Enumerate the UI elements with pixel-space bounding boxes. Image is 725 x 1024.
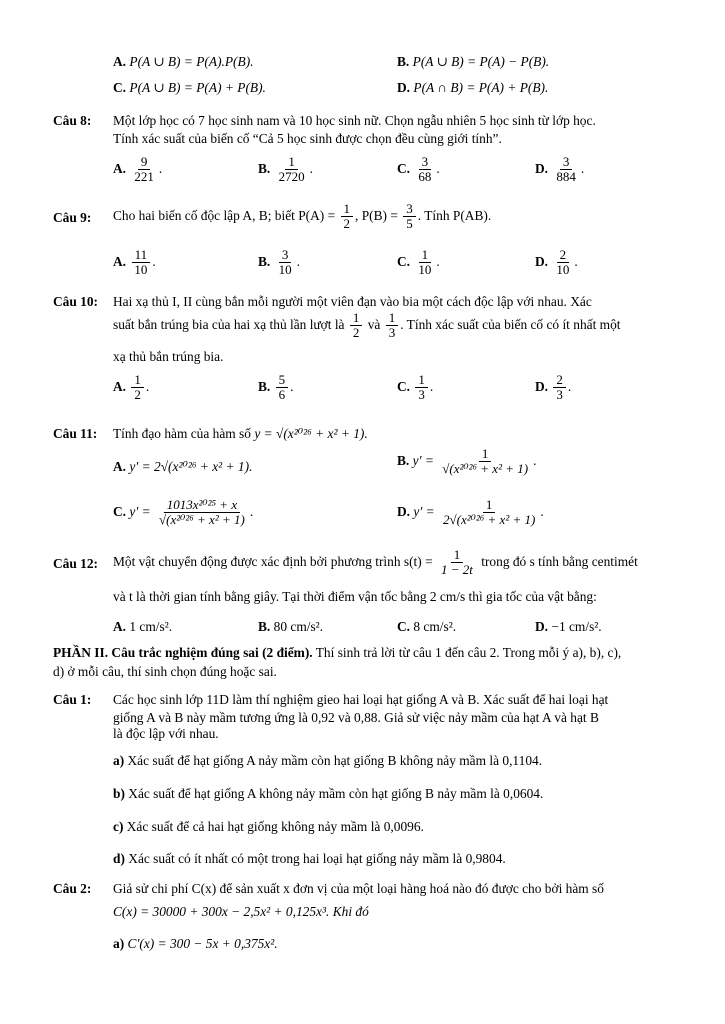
fraction xyxy=(440,498,538,528)
option-c[interactable]: C. $\frac{1}{10}$ . xyxy=(397,247,440,278)
option-label: A. xyxy=(113,619,127,634)
fraction xyxy=(350,311,363,341)
fraction xyxy=(131,373,144,403)
option-lhs: y′ = xyxy=(412,452,434,468)
question-label: Câu 12: xyxy=(53,556,99,571)
denominator: 10 xyxy=(556,262,570,278)
option-expr: 1 cm/s². xyxy=(129,619,173,634)
numerator: 3 xyxy=(279,248,292,263)
option-expr: P(A ∪ B) = P(A) − P(B). xyxy=(412,54,550,69)
option-label: B. xyxy=(397,452,410,468)
option-label: B. xyxy=(258,619,271,634)
text-part: Tính đạo hàm của hàm số xyxy=(113,426,251,441)
statement-text: Xác suất để cả hai hạt giống không nảy mầm là 0,0096. xyxy=(126,819,424,834)
statement-label: b) xyxy=(113,786,125,801)
statement-label: d) xyxy=(113,851,125,866)
statement-text: Xác suất để hạt giống A không nảy mầm còn hạt giống B nảy mầm là 0,0604. xyxy=(128,786,544,801)
text-part: . Tính xác suất của biến cố có ít nhất một xyxy=(400,316,621,332)
numerator: 3 xyxy=(403,202,416,217)
statement-text: Xác suất để hạt giống A nảy mầm còn hạt giống B không nảy mầm là 0,1104. xyxy=(127,753,543,768)
fraction xyxy=(386,311,399,341)
option-d[interactable] xyxy=(397,78,548,97)
option-label: C. xyxy=(397,619,411,634)
text-part: trong đó s tính bằng centimét xyxy=(481,553,638,569)
function-expr: y = √(x²⁰²⁶ + x² + 1). xyxy=(254,426,368,441)
option-d[interactable]: D. y′ = $\frac{1}{\text{2√(x²⁰²⁶ + x² + 1)}}$ . xyxy=(397,497,544,528)
denominator: 6 xyxy=(278,387,286,403)
denominator: 10 xyxy=(278,262,292,278)
question-text xyxy=(113,311,620,341)
option-label: A. xyxy=(113,459,127,474)
option-label: B. xyxy=(258,253,271,269)
option-c[interactable]: C. $\frac{3}{68}$ . xyxy=(397,154,440,185)
numerator: 9 xyxy=(138,155,151,170)
text-part: suất bắn trúng bia của hai xạ thủ lần lượt là xyxy=(113,316,345,332)
fraction xyxy=(276,373,289,403)
denominator: 3 xyxy=(418,387,425,403)
option-label: D. xyxy=(397,503,411,519)
numerator: 1 xyxy=(483,498,496,513)
numerator: 1 xyxy=(415,373,428,388)
denominator: 3 xyxy=(388,325,396,341)
fraction xyxy=(438,548,476,578)
option-label: D. xyxy=(535,253,549,269)
option-a[interactable] xyxy=(113,457,252,476)
numerator: 1 xyxy=(419,248,432,263)
question-label: Câu 10: xyxy=(53,294,99,309)
denominator: 221 xyxy=(134,169,154,185)
numerator: 2 xyxy=(553,373,566,388)
option-label: D. xyxy=(535,160,549,176)
numerator: 1 xyxy=(285,155,298,170)
cost-function: C(x) = 30000 + 300x − 2,5x² + 0,125x³. Khi đó xyxy=(113,904,369,919)
option-a[interactable]: A. $\frac{11}{10}$ . xyxy=(113,247,156,278)
option-d[interactable]: D. $\frac{2}{10}$ . xyxy=(535,247,578,278)
numerator: 3 xyxy=(560,155,573,170)
section-instructions: d) ở mỗi câu, thí sinh chọn đúng hoặc sai. xyxy=(53,664,277,679)
option-c[interactable] xyxy=(113,78,266,97)
option-b[interactable]: B. y′ = $\frac{1}{\text{√(x²⁰²⁶ + x² + 1)}}$ . xyxy=(397,446,537,477)
question-text: giống A và B này mầm tương ứng là 0,92 và 0,88. Giả sử việc nảy mầm của hạt A và hạt B xyxy=(113,710,599,725)
text-part: . Tính P(AB). xyxy=(417,207,492,223)
question-label: Câu 11: xyxy=(53,426,98,441)
question-text: Hai xạ thủ I, II cùng bắn mỗi người một viên đạn vào bia một cách độc lập với nhau. Xác xyxy=(113,294,592,309)
numerator: 5 xyxy=(276,373,289,388)
numerator: 1 xyxy=(479,447,492,462)
denominator: 5 xyxy=(406,216,413,232)
question-text: và t là thời gian tính bằng giây. Tại thời điểm vận tốc bằng 2 cm/s thì gia tốc của vật bằng: xyxy=(113,589,597,604)
option-label: D. xyxy=(397,80,411,95)
option-b[interactable]: B. $\frac{3}{10}$ . xyxy=(258,247,300,278)
option-expr: P(A ∪ B) = P(A) + P(B). xyxy=(129,80,266,95)
fraction xyxy=(553,373,566,403)
section-instructions: Thí sinh trả lời từ câu 1 đến câu 2. Trong mỗi ý a), b), c), xyxy=(312,645,622,660)
denominator: 3 xyxy=(556,387,563,403)
option-label: B. xyxy=(397,54,410,69)
question-text: Giả sử chi phí C(x) để sản xuất x đơn vị của một loại hàng hoá nào đó được cho bởi hàm số xyxy=(113,881,604,896)
numerator: 1 xyxy=(350,311,363,326)
option-label: C. xyxy=(113,80,127,95)
fraction xyxy=(156,498,248,528)
numerator: 1 xyxy=(341,202,354,217)
question-text: Tính xác suất của biến cố “Cả 5 học sinh được chọn đều cùng giới tính”. xyxy=(113,131,502,146)
option-label: C. xyxy=(397,378,411,394)
fraction xyxy=(553,155,579,185)
numerator: 2 xyxy=(557,248,570,263)
option-label: B. xyxy=(258,378,271,394)
question-label: Câu 8: xyxy=(53,113,92,128)
option-b[interactable]: B. $\frac{5}{6}$ . xyxy=(258,372,294,403)
question-text: là độc lập với nhau. xyxy=(113,726,219,741)
statement-text: Xác suất có ít nhất có một trong hai loại hạt giống nảy mầm là 0,9804. xyxy=(128,851,506,866)
fraction xyxy=(131,155,157,185)
fraction xyxy=(415,248,434,278)
fraction xyxy=(415,373,428,403)
option-b[interactable]: B. $\frac{1}{2720}$ . xyxy=(258,154,313,185)
option-label: D. xyxy=(535,619,549,634)
option-label: B. xyxy=(258,160,271,176)
option-lhs: y′ = xyxy=(413,503,435,519)
fraction xyxy=(415,155,434,185)
option-expr: 80 cm/s². xyxy=(273,619,324,634)
option-label: A. xyxy=(113,54,127,69)
denominator: √(x²⁰²⁶ + x² + 1) xyxy=(159,512,245,528)
option-expr: P(A ∪ B) = P(A).P(B). xyxy=(129,54,254,69)
denominator: 10 xyxy=(134,262,148,278)
denominator: 10 xyxy=(418,262,432,278)
question-label: Câu 2: xyxy=(53,881,92,896)
fraction xyxy=(439,447,531,477)
option-a[interactable] xyxy=(113,617,172,636)
question-text: Các học sinh lớp 11D làm thí nghiệm gieo hai loại hạt giống A và B. Xác suất để hai loại hạt xyxy=(113,692,609,707)
option-d[interactable]: D. $\frac{3}{884}$ . xyxy=(535,154,585,185)
option-b[interactable] xyxy=(397,52,549,71)
statement-text: C′(x) = 300 − 5x + 0,375x². xyxy=(127,936,278,951)
question-label: Câu 9: xyxy=(53,210,92,225)
fraction xyxy=(403,202,416,232)
denominator: 1 − 2t xyxy=(441,562,473,578)
denominator: 68 xyxy=(418,169,432,185)
option-c[interactable]: C. $\frac{1}{3}$ . xyxy=(397,372,434,403)
option-expr: P(A ∩ B) = P(A) + P(B). xyxy=(413,80,549,95)
option-label: A. xyxy=(113,378,127,394)
question-text xyxy=(113,424,368,443)
option-c[interactable]: C. y′ = $\frac{\text{1013x²⁰²⁵ + x}}{\text{√(x²⁰²⁶ + x² + 1)}}$ . xyxy=(113,497,254,528)
option-label: D. xyxy=(535,378,549,394)
option-c[interactable] xyxy=(397,617,456,636)
numerator: 11 xyxy=(132,248,151,263)
option-a[interactable]: A. $\frac{1}{2}$ . xyxy=(113,372,150,403)
denominator: 2 xyxy=(352,325,360,341)
option-label: C. xyxy=(397,253,411,269)
option-label: C. xyxy=(397,160,411,176)
fraction xyxy=(341,202,354,232)
option-expr: 8 cm/s². xyxy=(413,619,457,634)
numerator: 1 xyxy=(386,311,399,326)
statement-label: c) xyxy=(113,819,124,834)
text-part: Một vật chuyển động được xác định bởi phương trình s(t) = xyxy=(113,553,433,569)
denominator: √(x²⁰²⁶ + x² + 1) xyxy=(442,461,529,477)
question-text xyxy=(113,202,491,232)
denominator: 2√(x²⁰²⁶ + x² + 1) xyxy=(443,512,536,528)
question-text xyxy=(113,548,638,578)
statement-label: a) xyxy=(113,936,125,951)
text-part: Cho hai biến cố độc lập A, B; biết P(A) = xyxy=(113,207,336,223)
fraction xyxy=(131,248,150,278)
text-part: , P(B) = xyxy=(355,207,398,223)
option-d[interactable] xyxy=(535,617,602,636)
text-part: và xyxy=(367,316,381,332)
option-label: A. xyxy=(113,253,127,269)
option-label: C. xyxy=(113,503,127,519)
denominator: 2 xyxy=(343,216,351,232)
section-heading: PHẦN II. Câu trắc nghiệm đúng sai (2 điểm). xyxy=(53,645,313,660)
question-label: Câu 1: xyxy=(53,692,92,707)
question-text: Một lớp học có 7 học sinh nam và 10 học sinh nữ. Chọn ngẫu nhiên 5 học sinh từ lớp học. xyxy=(113,113,596,128)
denominator: 884 xyxy=(556,169,576,185)
numerator: 1 xyxy=(451,548,464,563)
numerator: 3 xyxy=(419,155,432,170)
fraction xyxy=(276,248,295,278)
option-expr: −1 cm/s². xyxy=(551,619,602,634)
denominator: 2720 xyxy=(278,169,305,185)
option-label: A. xyxy=(113,160,127,176)
option-d[interactable]: D. $\frac{2}{3}$ . xyxy=(535,372,572,403)
denominator: 2 xyxy=(134,387,141,403)
numerator: 1013x²⁰²⁵ + x xyxy=(164,498,240,513)
option-b[interactable] xyxy=(258,617,323,636)
option-lhs: y′ = xyxy=(129,503,151,519)
fraction xyxy=(553,248,572,278)
numerator: 1 xyxy=(131,373,144,388)
fraction xyxy=(276,155,308,185)
option-a[interactable] xyxy=(113,52,254,71)
statement-label: a) xyxy=(113,753,125,768)
option-expr: y′ = 2√(x²⁰²⁶ + x² + 1). xyxy=(129,459,253,474)
question-text: xạ thủ bắn trúng bia. xyxy=(113,349,224,364)
option-a[interactable]: A. $\frac{9}{221}$ . xyxy=(113,154,163,185)
